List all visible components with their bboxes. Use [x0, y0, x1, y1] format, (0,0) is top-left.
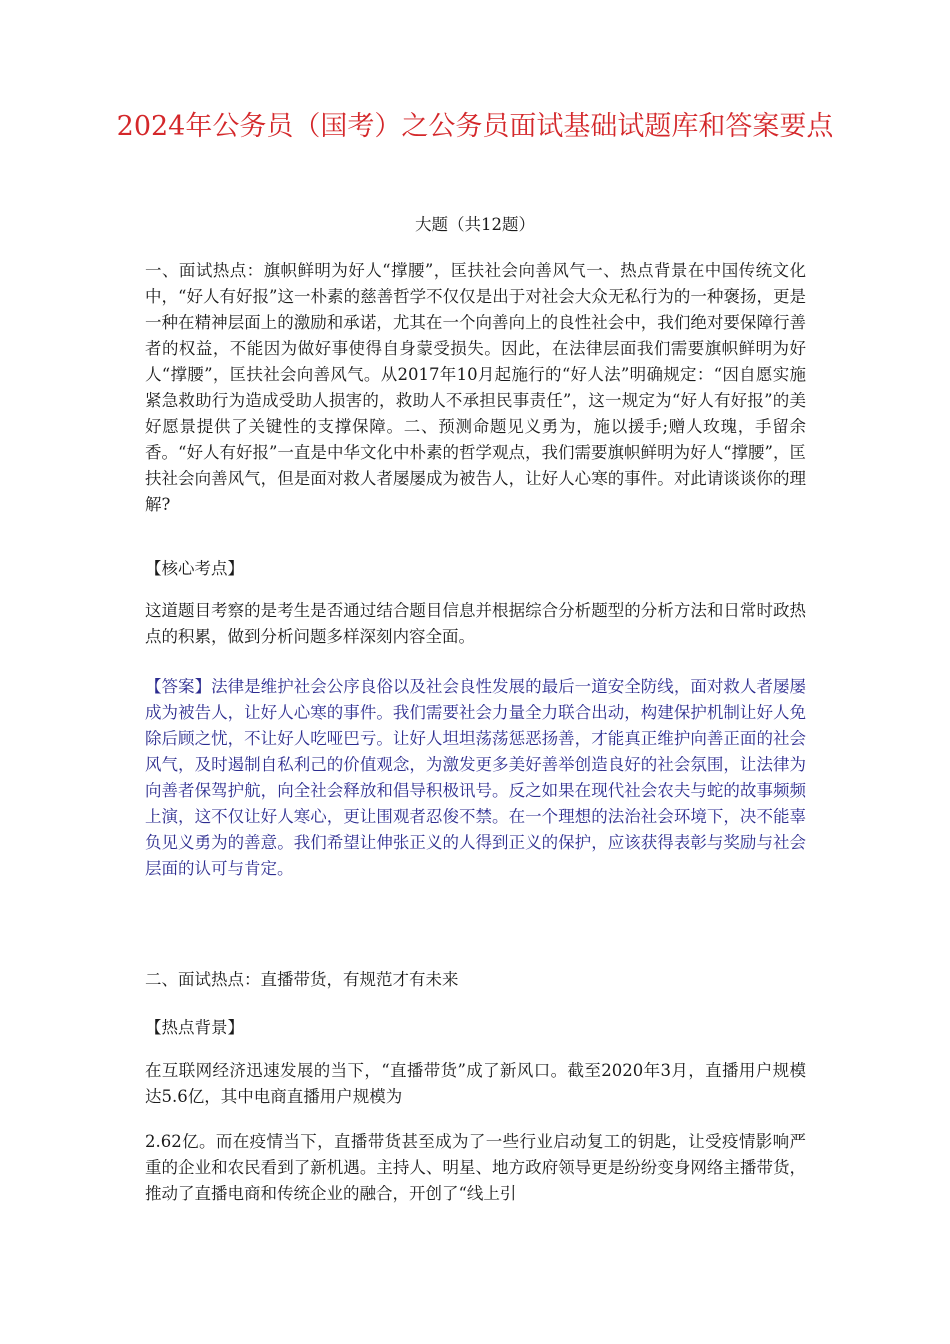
question-1-text: 一、面试热点：旗帜鲜明为好人“撑腰”，匡扶社会向善风气一、热点背景在中国传统文化中，“好人有好报”这一朴素的慈善哲学不仅仅是出于对社会大众无私行为的一种褒扬，更是一种在精神层面上的激励和承诺，尤其在一个向善向上的良性社会中，我们绝对要保障行善者的权益，不能因为做好事使得自身蒙受损失。因此，在法律层面我们需要旗帜鲜明为好人“撑腰”，匡扶社会向善风气。从2017年10月起施行的“好人法”明确规定：“因自愿实施紧急救助行为造成受助人损害的，救助人不承担民事责任”，这一规定为“好人有好报”的美好愿景提供了关键性的支撑保障。二、预测命题见义勇为，施以援手;赠人玫瑰，手留余香。“好人有好报”一直是中华文化中朴素的哲学观点，我们需要旗帜鲜明为好人“撑腰”，匡扶社会向善风气，但是面对救人者屡屡成为被告人，让好人心寒的事件。对此请谈谈你的理解?: [145, 261, 806, 514]
document-title: 2024年公务员（国考）之公务员面试基础试题库和答案要点: [116, 111, 834, 142]
answer-text: 【答案】法律是维护社会公序良俗以及社会良性发展的最后一道安全防线，面对救人者屡屡成为被告人，让好人心寒的事件。我们需要社会力量全力联合出动，构建保护机制让好人免除后顾之忧，不让好人吃哑巴亏。让好人坦坦荡荡惩恶扬善，才能真正维护向善正面的社会风气，及时遏制自私利己的价值观念，为激发更多美好善举创造良好的社会氛围，让法律为向善者保驾护航，向全社会释放和倡导积极讯号。反之如果在现代社会农夫与蛇的故事频频上演，这不仅让好人寒心，更让围观者忍俊不禁。在一个理想的法治社会环境下，决不能辜负见义勇为的善意。我们希望让伸张正义的人得到正义的保护，应该获得表彰与奖励与社会层面的认可与肯定。: [145, 677, 806, 878]
background-text-2: 2.62亿。而在疫情当下，直播带货甚至成为了一些行业启动复工的钥匙，让受疫情影响严重的企业和农民看到了新机遇。主持人、明星、地方政府领导更是纷纷变身网络主播带货，推动了直播电商和传统企业的融合，开创了“线上引: [145, 1132, 806, 1203]
core-point-label: 【核心考点】: [145, 559, 244, 578]
background-text-1: 在互联网经济迅速发展的当下，“直播带货”成了新风口。截至2020年3月，直播用户规模达5.6亿，其中电商直播用户规模为: [145, 1061, 806, 1106]
question-2-text: 二、面试热点：直播带货，有规范才有未来: [145, 970, 459, 989]
core-point-text: 这道题目考察的是考生是否通过结合题目信息并根据综合分析题型的分析方法和日常时政热点的积累，做到分析问题多样深刻内容全面。: [145, 601, 806, 646]
section-count: 大题（共12题）: [415, 215, 535, 234]
background-label: 【热点背景】: [145, 1018, 244, 1037]
